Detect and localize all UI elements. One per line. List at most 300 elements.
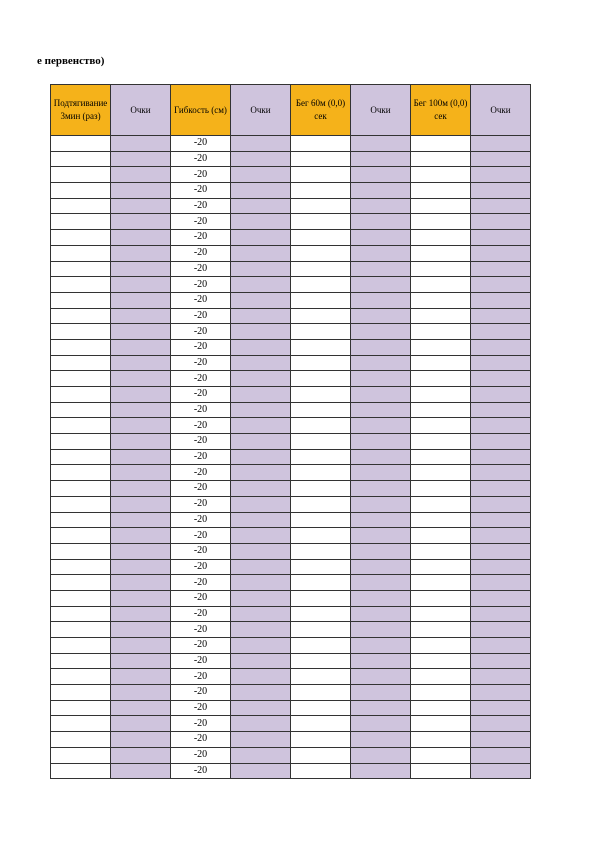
cell-points-3[interactable] [351,528,411,544]
cell-points-3[interactable] [351,230,411,246]
cell-points-4[interactable] [471,622,531,638]
cell-points-2[interactable] [231,528,291,544]
cell-points-1[interactable] [111,371,171,387]
cell-points-4[interactable] [471,763,531,779]
cell-flexibility[interactable]: -20 [171,277,231,293]
cell-points-2[interactable] [231,371,291,387]
cell-run-100m[interactable] [411,638,471,654]
cell-flexibility[interactable]: -20 [171,339,231,355]
cell-flexibility[interactable]: -20 [171,543,231,559]
cell-flexibility[interactable]: -20 [171,528,231,544]
cell-points-1[interactable] [111,575,171,591]
cell-run-100m[interactable] [411,214,471,230]
cell-points-1[interactable] [111,622,171,638]
cell-points-2[interactable] [231,763,291,779]
cell-run-100m[interactable] [411,465,471,481]
cell-points-3[interactable] [351,763,411,779]
cell-points-4[interactable] [471,653,531,669]
cell-points-2[interactable] [231,167,291,183]
cell-points-4[interactable] [471,575,531,591]
cell-pullups[interactable] [51,512,111,528]
cell-run-60m[interactable] [291,418,351,434]
cell-run-100m[interactable] [411,575,471,591]
cell-run-60m[interactable] [291,528,351,544]
cell-points-4[interactable] [471,230,531,246]
cell-points-1[interactable] [111,324,171,340]
cell-points-3[interactable] [351,622,411,638]
cell-run-60m[interactable] [291,685,351,701]
cell-run-100m[interactable] [411,716,471,732]
cell-run-60m[interactable] [291,230,351,246]
cell-flexibility[interactable]: -20 [171,245,231,261]
cell-points-4[interactable] [471,512,531,528]
cell-flexibility[interactable]: -20 [171,371,231,387]
cell-run-100m[interactable] [411,685,471,701]
cell-points-2[interactable] [231,653,291,669]
cell-pullups[interactable] [51,638,111,654]
cell-flexibility[interactable]: -20 [171,732,231,748]
cell-points-3[interactable] [351,700,411,716]
cell-points-2[interactable] [231,402,291,418]
cell-run-60m[interactable] [291,622,351,638]
cell-points-3[interactable] [351,339,411,355]
cell-points-2[interactable] [231,559,291,575]
cell-points-3[interactable] [351,183,411,199]
cell-run-60m[interactable] [291,198,351,214]
cell-run-60m[interactable] [291,151,351,167]
cell-run-100m[interactable] [411,606,471,622]
cell-points-2[interactable] [231,324,291,340]
cell-points-4[interactable] [471,292,531,308]
cell-points-4[interactable] [471,481,531,497]
cell-points-2[interactable] [231,214,291,230]
cell-points-3[interactable] [351,638,411,654]
cell-run-100m[interactable] [411,528,471,544]
cell-flexibility[interactable]: -20 [171,308,231,324]
cell-run-60m[interactable] [291,653,351,669]
cell-run-100m[interactable] [411,747,471,763]
cell-run-60m[interactable] [291,590,351,606]
cell-flexibility[interactable]: -20 [171,198,231,214]
cell-flexibility[interactable]: -20 [171,606,231,622]
cell-pullups[interactable] [51,465,111,481]
cell-points-1[interactable] [111,339,171,355]
cell-points-4[interactable] [471,324,531,340]
cell-points-2[interactable] [231,230,291,246]
cell-points-3[interactable] [351,590,411,606]
cell-flexibility[interactable]: -20 [171,434,231,450]
cell-points-3[interactable] [351,136,411,152]
cell-run-100m[interactable] [411,277,471,293]
cell-run-100m[interactable] [411,292,471,308]
cell-points-3[interactable] [351,324,411,340]
cell-points-2[interactable] [231,292,291,308]
cell-pullups[interactable] [51,151,111,167]
cell-points-1[interactable] [111,747,171,763]
cell-points-1[interactable] [111,308,171,324]
cell-points-4[interactable] [471,277,531,293]
cell-run-60m[interactable] [291,434,351,450]
cell-run-100m[interactable] [411,371,471,387]
cell-points-1[interactable] [111,669,171,685]
cell-points-2[interactable] [231,606,291,622]
cell-pullups[interactable] [51,136,111,152]
cell-points-3[interactable] [351,732,411,748]
cell-points-3[interactable] [351,449,411,465]
cell-flexibility[interactable]: -20 [171,418,231,434]
cell-points-3[interactable] [351,418,411,434]
cell-points-4[interactable] [471,183,531,199]
cell-run-100m[interactable] [411,481,471,497]
cell-points-1[interactable] [111,685,171,701]
cell-pullups[interactable] [51,214,111,230]
cell-points-3[interactable] [351,308,411,324]
cell-pullups[interactable] [51,606,111,622]
cell-run-100m[interactable] [411,387,471,403]
cell-points-4[interactable] [471,308,531,324]
cell-points-3[interactable] [351,716,411,732]
cell-points-3[interactable] [351,167,411,183]
cell-flexibility[interactable]: -20 [171,716,231,732]
cell-points-1[interactable] [111,559,171,575]
cell-flexibility[interactable]: -20 [171,481,231,497]
cell-points-2[interactable] [231,638,291,654]
cell-points-4[interactable] [471,449,531,465]
cell-points-3[interactable] [351,481,411,497]
cell-points-4[interactable] [471,434,531,450]
cell-pullups[interactable] [51,434,111,450]
cell-points-1[interactable] [111,355,171,371]
cell-run-100m[interactable] [411,339,471,355]
cell-points-3[interactable] [351,543,411,559]
cell-pullups[interactable] [51,559,111,575]
cell-points-1[interactable] [111,183,171,199]
cell-run-60m[interactable] [291,355,351,371]
cell-run-60m[interactable] [291,245,351,261]
cell-points-2[interactable] [231,151,291,167]
cell-points-4[interactable] [471,418,531,434]
cell-pullups[interactable] [51,418,111,434]
cell-points-4[interactable] [471,669,531,685]
cell-points-4[interactable] [471,747,531,763]
cell-points-3[interactable] [351,371,411,387]
cell-points-4[interactable] [471,151,531,167]
cell-points-4[interactable] [471,638,531,654]
cell-flexibility[interactable]: -20 [171,465,231,481]
cell-run-100m[interactable] [411,183,471,199]
cell-run-60m[interactable] [291,183,351,199]
cell-run-100m[interactable] [411,230,471,246]
cell-pullups[interactable] [51,245,111,261]
cell-flexibility[interactable]: -20 [171,747,231,763]
cell-points-1[interactable] [111,606,171,622]
cell-run-60m[interactable] [291,214,351,230]
cell-points-2[interactable] [231,308,291,324]
cell-points-1[interactable] [111,716,171,732]
cell-points-2[interactable] [231,575,291,591]
cell-points-4[interactable] [471,496,531,512]
cell-points-1[interactable] [111,198,171,214]
cell-run-60m[interactable] [291,371,351,387]
cell-run-100m[interactable] [411,590,471,606]
cell-run-100m[interactable] [411,512,471,528]
cell-run-60m[interactable] [291,732,351,748]
cell-points-1[interactable] [111,402,171,418]
cell-points-4[interactable] [471,371,531,387]
cell-points-1[interactable] [111,418,171,434]
cell-run-60m[interactable] [291,543,351,559]
cell-points-1[interactable] [111,700,171,716]
cell-points-3[interactable] [351,512,411,528]
cell-run-60m[interactable] [291,700,351,716]
cell-points-4[interactable] [471,339,531,355]
cell-points-1[interactable] [111,230,171,246]
cell-points-1[interactable] [111,732,171,748]
cell-points-4[interactable] [471,685,531,701]
cell-run-60m[interactable] [291,669,351,685]
cell-points-2[interactable] [231,496,291,512]
cell-points-2[interactable] [231,277,291,293]
cell-points-1[interactable] [111,167,171,183]
cell-pullups[interactable] [51,590,111,606]
cell-points-4[interactable] [471,716,531,732]
cell-points-3[interactable] [351,575,411,591]
cell-pullups[interactable] [51,277,111,293]
cell-flexibility[interactable]: -20 [171,622,231,638]
cell-run-60m[interactable] [291,339,351,355]
cell-run-100m[interactable] [411,402,471,418]
cell-flexibility[interactable]: -20 [171,590,231,606]
cell-pullups[interactable] [51,528,111,544]
cell-points-4[interactable] [471,136,531,152]
cell-run-100m[interactable] [411,434,471,450]
cell-run-100m[interactable] [411,308,471,324]
cell-points-3[interactable] [351,151,411,167]
cell-pullups[interactable] [51,387,111,403]
cell-points-2[interactable] [231,700,291,716]
cell-run-60m[interactable] [291,496,351,512]
cell-points-4[interactable] [471,198,531,214]
cell-points-3[interactable] [351,214,411,230]
cell-flexibility[interactable]: -20 [171,496,231,512]
cell-points-4[interactable] [471,700,531,716]
cell-points-1[interactable] [111,387,171,403]
cell-points-2[interactable] [231,136,291,152]
cell-points-2[interactable] [231,481,291,497]
cell-points-1[interactable] [111,496,171,512]
cell-points-4[interactable] [471,559,531,575]
cell-pullups[interactable] [51,230,111,246]
cell-points-4[interactable] [471,261,531,277]
cell-points-3[interactable] [351,669,411,685]
cell-flexibility[interactable]: -20 [171,402,231,418]
cell-points-3[interactable] [351,245,411,261]
cell-pullups[interactable] [51,575,111,591]
cell-run-60m[interactable] [291,308,351,324]
cell-run-100m[interactable] [411,669,471,685]
cell-points-3[interactable] [351,402,411,418]
cell-flexibility[interactable]: -20 [171,763,231,779]
cell-run-60m[interactable] [291,481,351,497]
cell-run-60m[interactable] [291,716,351,732]
cell-points-2[interactable] [231,198,291,214]
cell-points-1[interactable] [111,277,171,293]
cell-points-1[interactable] [111,292,171,308]
cell-pullups[interactable] [51,732,111,748]
cell-flexibility[interactable]: -20 [171,512,231,528]
cell-pullups[interactable] [51,653,111,669]
cell-run-60m[interactable] [291,387,351,403]
cell-run-100m[interactable] [411,622,471,638]
cell-points-2[interactable] [231,590,291,606]
cell-points-1[interactable] [111,151,171,167]
cell-flexibility[interactable]: -20 [171,653,231,669]
cell-points-1[interactable] [111,214,171,230]
cell-pullups[interactable] [51,355,111,371]
cell-run-100m[interactable] [411,449,471,465]
cell-run-60m[interactable] [291,512,351,528]
cell-points-1[interactable] [111,763,171,779]
cell-points-3[interactable] [351,292,411,308]
cell-run-60m[interactable] [291,763,351,779]
cell-points-3[interactable] [351,685,411,701]
cell-flexibility[interactable]: -20 [171,167,231,183]
cell-points-3[interactable] [351,261,411,277]
cell-points-3[interactable] [351,434,411,450]
cell-run-100m[interactable] [411,559,471,575]
cell-pullups[interactable] [51,402,111,418]
cell-points-4[interactable] [471,167,531,183]
cell-points-1[interactable] [111,465,171,481]
cell-points-3[interactable] [351,559,411,575]
cell-points-4[interactable] [471,543,531,559]
cell-points-4[interactable] [471,387,531,403]
cell-pullups[interactable] [51,700,111,716]
cell-points-4[interactable] [471,214,531,230]
cell-pullups[interactable] [51,481,111,497]
cell-run-60m[interactable] [291,606,351,622]
cell-points-1[interactable] [111,261,171,277]
cell-points-2[interactable] [231,434,291,450]
cell-run-60m[interactable] [291,261,351,277]
cell-points-3[interactable] [351,606,411,622]
cell-points-2[interactable] [231,747,291,763]
cell-run-60m[interactable] [291,292,351,308]
cell-points-2[interactable] [231,418,291,434]
cell-points-2[interactable] [231,685,291,701]
cell-points-1[interactable] [111,590,171,606]
cell-pullups[interactable] [51,622,111,638]
cell-points-4[interactable] [471,590,531,606]
cell-points-4[interactable] [471,528,531,544]
cell-flexibility[interactable]: -20 [171,685,231,701]
cell-run-60m[interactable] [291,449,351,465]
cell-run-60m[interactable] [291,167,351,183]
cell-run-100m[interactable] [411,700,471,716]
cell-pullups[interactable] [51,167,111,183]
cell-flexibility[interactable]: -20 [171,449,231,465]
cell-points-3[interactable] [351,277,411,293]
cell-points-3[interactable] [351,747,411,763]
cell-points-3[interactable] [351,387,411,403]
cell-points-2[interactable] [231,339,291,355]
cell-points-2[interactable] [231,465,291,481]
cell-flexibility[interactable]: -20 [171,214,231,230]
cell-points-2[interactable] [231,543,291,559]
cell-pullups[interactable] [51,324,111,340]
cell-pullups[interactable] [51,308,111,324]
cell-run-60m[interactable] [291,747,351,763]
cell-flexibility[interactable]: -20 [171,230,231,246]
cell-points-2[interactable] [231,669,291,685]
cell-run-100m[interactable] [411,355,471,371]
cell-points-2[interactable] [231,732,291,748]
cell-points-1[interactable] [111,136,171,152]
cell-pullups[interactable] [51,183,111,199]
cell-points-1[interactable] [111,245,171,261]
cell-run-60m[interactable] [291,402,351,418]
cell-points-2[interactable] [231,261,291,277]
cell-points-2[interactable] [231,512,291,528]
cell-pullups[interactable] [51,669,111,685]
cell-run-100m[interactable] [411,543,471,559]
cell-pullups[interactable] [51,496,111,512]
cell-flexibility[interactable]: -20 [171,136,231,152]
cell-points-2[interactable] [231,245,291,261]
cell-pullups[interactable] [51,716,111,732]
cell-flexibility[interactable]: -20 [171,183,231,199]
cell-run-60m[interactable] [291,324,351,340]
cell-points-1[interactable] [111,543,171,559]
cell-points-1[interactable] [111,653,171,669]
cell-pullups[interactable] [51,449,111,465]
cell-points-1[interactable] [111,449,171,465]
cell-run-100m[interactable] [411,653,471,669]
cell-run-100m[interactable] [411,151,471,167]
cell-points-1[interactable] [111,481,171,497]
cell-points-1[interactable] [111,512,171,528]
cell-points-2[interactable] [231,183,291,199]
cell-flexibility[interactable]: -20 [171,559,231,575]
cell-run-100m[interactable] [411,198,471,214]
cell-pullups[interactable] [51,198,111,214]
cell-run-100m[interactable] [411,167,471,183]
cell-points-2[interactable] [231,387,291,403]
cell-flexibility[interactable]: -20 [171,292,231,308]
cell-flexibility[interactable]: -20 [171,700,231,716]
cell-pullups[interactable] [51,763,111,779]
cell-flexibility[interactable]: -20 [171,261,231,277]
cell-points-2[interactable] [231,716,291,732]
cell-pullups[interactable] [51,371,111,387]
cell-points-2[interactable] [231,449,291,465]
cell-flexibility[interactable]: -20 [171,355,231,371]
cell-points-3[interactable] [351,355,411,371]
cell-run-100m[interactable] [411,261,471,277]
cell-run-100m[interactable] [411,763,471,779]
cell-pullups[interactable] [51,543,111,559]
cell-pullups[interactable] [51,339,111,355]
cell-points-4[interactable] [471,465,531,481]
cell-run-100m[interactable] [411,245,471,261]
cell-run-60m[interactable] [291,575,351,591]
cell-flexibility[interactable]: -20 [171,151,231,167]
cell-flexibility[interactable]: -20 [171,638,231,654]
cell-points-4[interactable] [471,732,531,748]
cell-flexibility[interactable]: -20 [171,387,231,403]
cell-pullups[interactable] [51,685,111,701]
cell-run-60m[interactable] [291,277,351,293]
